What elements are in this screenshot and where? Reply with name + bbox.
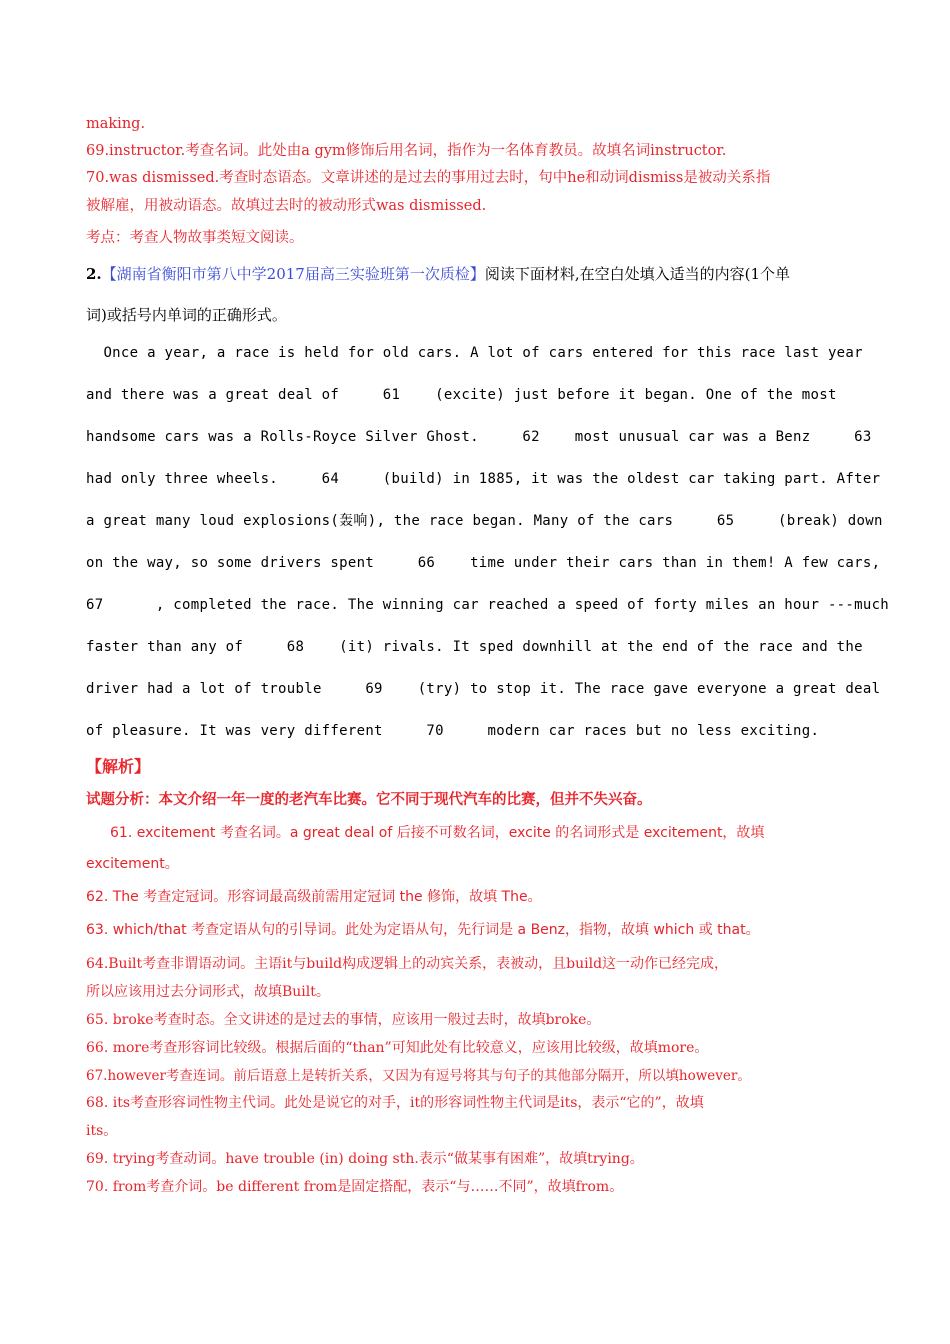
analysis-70: 70. from考查介词。be different from是固定搭配，表示“与……不同”，故填from。 <box>86 1179 624 1195</box>
prev-answer-70-cont: 被解雇，用被动语态。故填过去时的被动形式was dismissed. <box>86 198 487 214</box>
passage-line: of pleasure. It was very different 70 modern car races but no less exciting. <box>86 723 820 739</box>
analysis-heading: 【解析】 <box>86 757 151 776</box>
analysis-65: 65. broke考查时态。全文讲述的是过去的事情，应该用一般过去时，故填broke。 <box>86 1012 601 1028</box>
question-instruction: 阅读下面材料,在空白处填入适当的内容(1个单 <box>484 265 791 283</box>
passage-line: driver had a lot of trouble 69 (try) to stop it. The race gave everyone a great deal <box>86 681 881 697</box>
passage-line: and there was a great deal of 61 (excite) just before it began. One of the most <box>86 387 837 403</box>
prev-exam-point: 考点：考查人物故事类短文阅读。 <box>86 230 304 246</box>
analysis-68: 68. its考查形容词性物主代词。此处是说它的对手，it的形容词性物主代词是its，表示“它的”，故填 <box>86 1095 704 1111</box>
analysis-68-cont: its。 <box>86 1123 118 1139</box>
prev-answer-line: making. <box>86 116 146 132</box>
analysis-67: 67.however考查连词。前后语意上是转折关系，又因为有逗号将其与句子的其他部分隔开，所以填however。 <box>86 1068 751 1084</box>
prev-answer-70: 70.was dismissed.考查时态语态。文章讲述的是过去的事用过去时，句中he和动词dismiss是被动关系指 <box>86 170 771 186</box>
analysis-61-cont: excitement。 <box>86 856 179 872</box>
analysis-64: 64.Built考查非谓语动词。主语it与build构成逻辑上的动宾关系，表被动，且build这一动作已经完成， <box>86 956 729 972</box>
question-instruction-cont: 词)或括号内单词的正确形式。 <box>86 306 287 324</box>
passage-line: Once a year, a race is held for old cars. A lot of cars entered for this race last year <box>86 345 863 361</box>
question-header <box>86 264 790 284</box>
analysis-63: 63. which/that 考查定语从句的引导词。此处为定语从句，先行词是 a Benz，指物，故填 which 或 that。 <box>86 922 760 938</box>
passage-line: on the way, so some drivers spent 66 time under their cars than in them! A few cars, <box>86 555 881 571</box>
analysis-64-cont: 所以应该用过去分词形式，故填Built。 <box>86 984 330 1000</box>
question-number: 2. <box>86 265 102 283</box>
analysis-62: 62. The 考查定冠词。形容词最高级前需用定冠词 the 修饰，故填 The。 <box>86 889 542 905</box>
analysis-61: 61. excitement 考查名词。a great deal of 后接不可数名词，excite 的名词形式是 excitement，故填 <box>110 825 765 841</box>
question-source: 【湖南省衡阳市第八中学2017届高三实验班第一次质检】 <box>101 265 485 283</box>
passage-line: 67 , completed the race. The winning car reached a speed of forty miles an hour ---much <box>86 597 890 613</box>
prev-answer-69: 69.instructor.考查名词。此处由a gym修饰后用名词，指作为一名体育教员。故填名词instructor. <box>86 143 727 159</box>
analysis-66: 66. more考查形容词比较级。根据后面的“than”可知此处有比较意义，应该用比较级，故填more。 <box>86 1040 709 1056</box>
analysis-69: 69. trying考查动词。have trouble (in) doing sth.表示“做某事有困难”，故填trying。 <box>86 1151 644 1167</box>
passage-line: had only three wheels. 64 (build) in 1885, it was the oldest car taking part. After <box>86 471 881 487</box>
passage-line: a great many loud explosions(轰响), the race began. Many of the cars 65 (break) down <box>86 513 883 529</box>
passage-line: faster than any of 68 (it) rivals. It sped downhill at the end of the race and the <box>86 639 863 655</box>
analysis-summary: 试题分析：本文介绍一年一度的老汽车比赛。它不同于现代汽车的比赛，但并不失兴奋。 <box>86 792 652 808</box>
passage-line: handsome cars was a Rolls-Royce Silver Ghost. 62 most unusual car was a Benz 63 <box>86 429 872 445</box>
